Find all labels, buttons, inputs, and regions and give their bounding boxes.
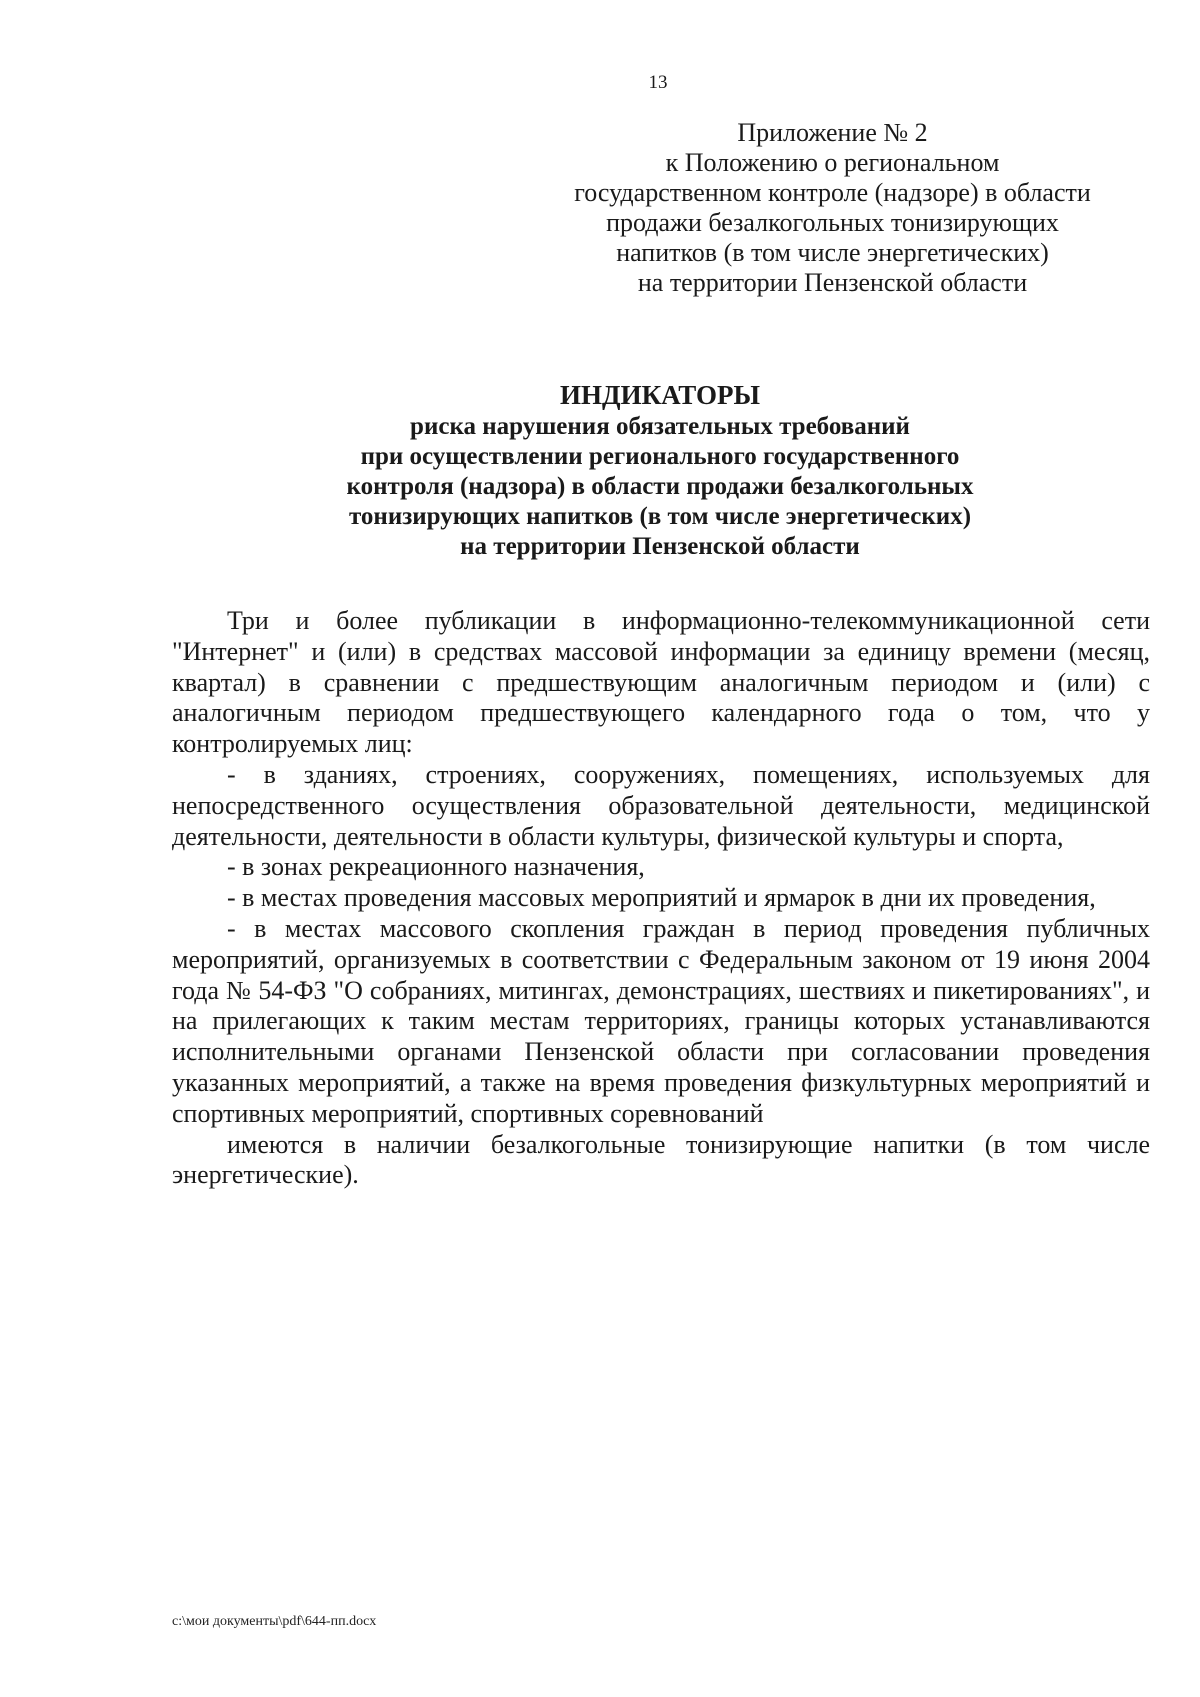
subtitle-line: контроля (надзора) в области продажи безалкогольных [346,473,974,500]
document-title [170,378,1150,562]
list-item: - в зонах рекреационного назначения, [227,852,645,882]
list-item: - в зданиях, строениях, сооружениях, помещениях, используемых для непосредственного осуществления образовательной деятельности, медицинской деятельности, деятельности в области культуры, физической культуры и спорта, [172,759,1150,851]
subtitle-line: тонизирующих напитков (в том числе энергетических) [348,503,972,530]
body-paragraph: Три и более публикации в информационно-телекоммуникационной сети "Интернет" и (или) в средствах массовой информации за единицу времени (месяц, квартал) в сравнении с предшествующим аналогичным периодом и (или) с аналогичным периодом предшествующего календарного года о том, что у контролируемых лиц: [172,606,1150,759]
appendix-line: государственном контроле (надзоре) в области [574,178,1091,207]
appendix-reference [545,118,1120,298]
list-item: - в местах проведения массовых мероприятий и ярмарок в дни их проведения, [227,883,1096,913]
appendix-line: на территории Пензенской области [637,268,1028,297]
page-number: 13 [648,72,668,93]
appendix-line: напитков (в том числе энергетических) [616,238,1049,267]
document-body [172,606,1150,1191]
list-item: - в местах массового скопления граждан в период проведения публичных мероприятий, организуемых в соответствии с Федеральным законом от 19 июня 2004 года № 54-ФЗ "О собраниях, митингах, демонстрациях, шествиях и пикетированиях", и на прилегающих к таким местам территориях, границы которых устанавливаются исполнительными органами Пензенской области при согласовании проведения указанных мероприятий, а также на время проведения физкультурных мероприятий и спортивных мероприятий, спортивных соревнований [172,913,1150,1128]
appendix-line: продажи безалкогольных тонизирующих [606,208,1059,237]
subtitle-line: на территории Пензенской области [460,533,860,560]
body-paragraph: имеются в наличии безалкогольные тонизирующие напитки (в том числе энергетические). [172,1129,1150,1190]
file-path-footer: c:\мои документы\pdf\644-пп.docx [172,1614,377,1629]
subtitle-line: при осуществлении регионального государственного [360,443,960,470]
main-title: ИНДИКАТОРЫ [560,380,760,410]
appendix-line: к Положению о региональном [665,148,1000,177]
subtitle-line: риска нарушения обязательных требований [410,413,910,440]
appendix-line: Приложение № 2 [737,118,928,147]
